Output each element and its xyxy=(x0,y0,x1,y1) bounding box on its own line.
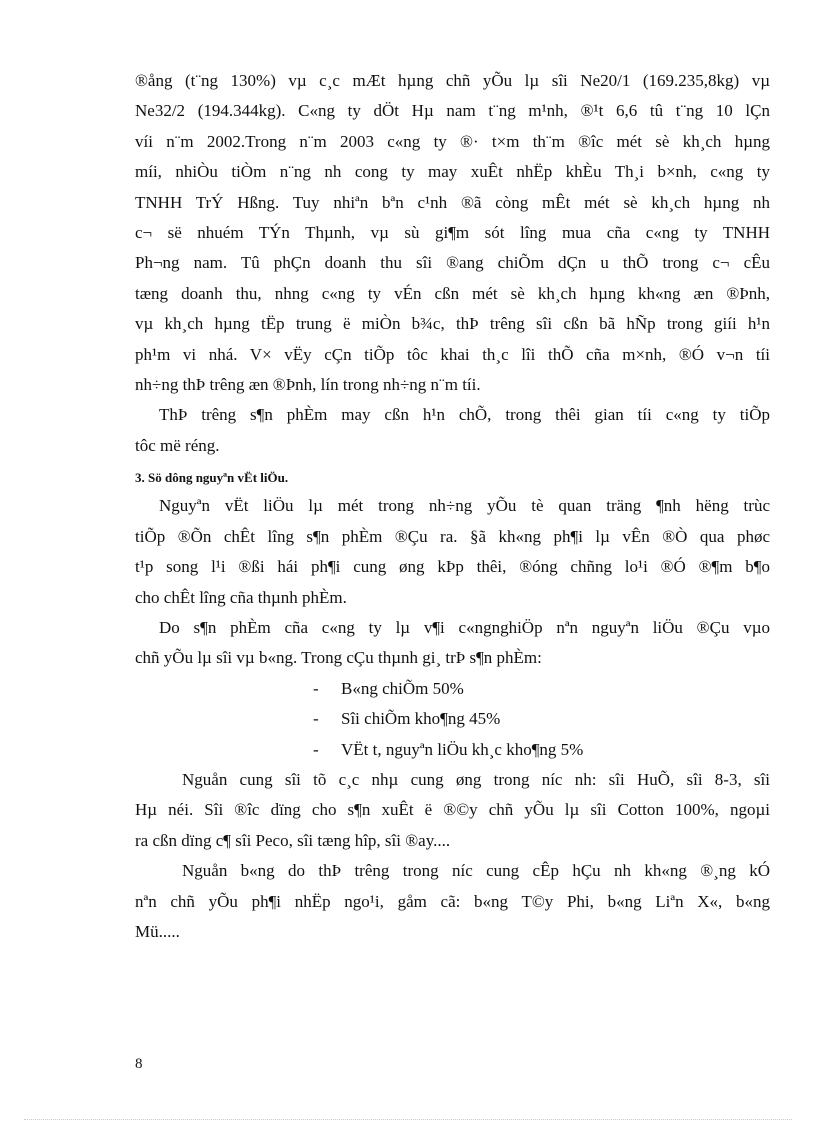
page-number: 8 xyxy=(135,1056,143,1072)
list-item xyxy=(313,735,770,765)
text-line: Nguyªn vËt liÖu lµ mét trong nh÷ng yÕu tè quan träng ¶nh hëng trùc xyxy=(159,496,770,516)
text-line: nªn chñ yÕu ph¶i nhËp ngo¹i, gåm cã: b«ng T©y Phi, b«ng Liªn X«, b«ng xyxy=(135,891,770,911)
text-line: Do s¶n phÈm cña c«ng ty lµ v¶i c«ngnghiÖp nªn nguyªn liÖu ®Çu vµo xyxy=(159,617,770,637)
bullet-dash: - xyxy=(313,678,319,698)
paragraph-2 xyxy=(135,400,770,461)
paragraph-5 xyxy=(135,765,770,856)
list-item xyxy=(313,674,770,704)
text-line: míi, nhiÒu tiÒm n¨ng nh cong ty may xuÊt nhËp khÈu Th¸i b×nh, c«ng ty xyxy=(135,162,770,182)
paragraph-4 xyxy=(135,613,770,674)
paragraph-1 xyxy=(135,66,770,400)
text-line: Ne32/2 (194.344kg). C«ng ty dÖt Hµ nam t¨ng m¹nh, ®¹t 6,6 tû t¨ng 10 lÇn xyxy=(135,101,770,121)
list-item-text: B«ng chiÕm 50% xyxy=(341,678,464,698)
text-line: t¹p song l¹i ®ßi hái ph¶i cung øng kÞp thêi, ®óng chñng lo¹i ®Ó ®¶m b¶o xyxy=(135,557,770,577)
bullet-list xyxy=(135,674,770,765)
paragraph-3 xyxy=(135,491,770,613)
text-line: chñ yÕu lµ sîi vµ b«ng. Trong cÇu thµnh gi¸ trÞ s¶n phÈm: xyxy=(135,648,542,668)
text-line: ®ång (t¨ng 130%) vµ c¸c mÆt hµng chñ yÕu lµ sîi Ne20/1 (169.235,8kg) vµ xyxy=(135,71,770,90)
text-line: ra cßn dïng c¶ sîi Peco, sîi tæng hîp, sîi ®ay.... xyxy=(135,830,451,850)
text-line: cho chÊt lîng cña thµnh phÈm. xyxy=(135,587,347,607)
text-line: vµ kh¸ch hµng tËp trung ë miÒn b¾c, thÞ trêng sîi cßn bã hÑp trong giíi h¹n xyxy=(135,314,770,334)
text-line: nh÷ng thÞ trêng æn ®Þnh, lín trong nh÷ng n¨m tíi. xyxy=(135,375,481,395)
body-text xyxy=(135,66,770,947)
text-line: tiÕp ®Õn chÊt lîng s¶n phÈm ®Çu ra. §ã kh«ng ph¶i lµ vÊn ®Ò qua phøc xyxy=(135,526,770,546)
text-line: Hµ néi. Sîi ®îc dïng cho s¶n xuÊt ë ®©y chñ yÕu lµ sîi Cotton 100%, ngoµi xyxy=(135,800,770,820)
text-line: Mü..... xyxy=(135,921,180,941)
list-item-text: VËt t, nguyªn liÖu kh¸c kho¶ng 5% xyxy=(341,739,584,759)
text-line: ph¹m vi nhá. V× vËy cÇn tiÕp tôc khai th¸c lîi thÕ cña m×nh, ®Ó v¬n tíi xyxy=(135,344,770,364)
text-line: tôc më réng. xyxy=(135,435,220,455)
text-line: víi n¨m 2002.Trong n¨m 2003 c«ng ty ®· t×m th¨m ®îc mét sè kh¸ch hµng xyxy=(135,131,770,151)
text-line: TNHH TrÝ Hßng. Tuy nhiªn bªn c¹nh ®ã còng mÊt mét sè kh¸ch hµng nh xyxy=(135,192,770,212)
text-line: ThÞ trêng s¶n phÈm may cßn h¹n chÕ, trong thêi gian tíi c«ng ty tiÕp xyxy=(159,405,770,425)
section-heading: 3. Sö dông nguyªn vËt liÖu. xyxy=(135,470,289,486)
bullet-dash: - xyxy=(313,739,319,759)
text-line: Ph¬ng nam. Tû phÇn doanh thu sîi ®ang chiÕm dÇn u thÕ trong c¬ cÊu xyxy=(135,253,770,273)
text-line: c¬ së nhuém TÝn Thµnh, vµ sù gi¶m sót lîng mua cña c«ng ty TNHH xyxy=(135,223,770,243)
text-line: Nguån b«ng do thÞ trêng trong níc cung cÊp hÇu nh kh«ng ®¸ng kÓ xyxy=(182,861,770,881)
paragraph-6 xyxy=(135,856,770,947)
text-line: tæng doanh thu, nhng c«ng ty vÉn cßn mét sè kh¸ch hµng kh«ng æn ®Þnh, xyxy=(135,283,770,303)
footer-divider xyxy=(24,1119,792,1120)
list-item-text: Sîi chiÕm kho¶ng 45% xyxy=(341,709,501,729)
list-item xyxy=(313,704,770,734)
bullet-dash: - xyxy=(313,709,319,729)
text-line: Nguån cung sîi tõ c¸c nhµ cung øng trong níc nh: sîi HuÕ, sîi 8-3, sîi xyxy=(182,769,770,789)
